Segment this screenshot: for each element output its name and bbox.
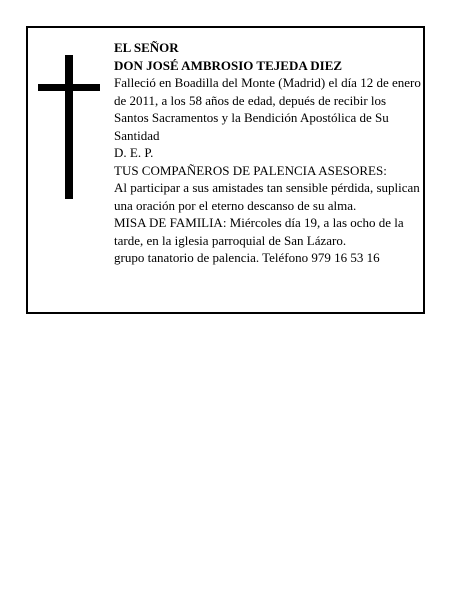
condolence-text: Al participar a sus amistades tan sensible pérdida, suplican una oración por el eterno descanso de su alma. (114, 180, 420, 213)
notice-text (114, 39, 422, 267)
deceased-name: DON JOSÉ AMBROSIO TEJEDA DIEZ (114, 57, 343, 73)
cross-vertical-bar (65, 55, 73, 199)
cross-icon (38, 55, 100, 199)
notice-heading: EL SEÑOR (114, 40, 179, 55)
colleagues-heading: TUS COMPAÑEROS DE PALENCIA ASESORES: (114, 162, 387, 178)
mass-details: MISA DE FAMILIA: Miércoles día 19, a las ocho de la tarde, en la iglesia parroquial de San Lázaro. (114, 215, 404, 248)
obituary-notice (26, 26, 425, 314)
funeral-home-contact: grupo tanatorio de palencia. Teléfono 979 16 53 16 (114, 250, 380, 265)
cross-horizontal-bar (38, 84, 100, 91)
death-details: Falleció en Boadilla del Monte (Madrid) el día 12 de enero de 2011, a los 58 años de edad, depués de recibir los Santos Sacramentos y la Bendición Apostólica de Su Santidad (114, 75, 421, 143)
rip-text: D. E. P. (114, 145, 154, 160)
